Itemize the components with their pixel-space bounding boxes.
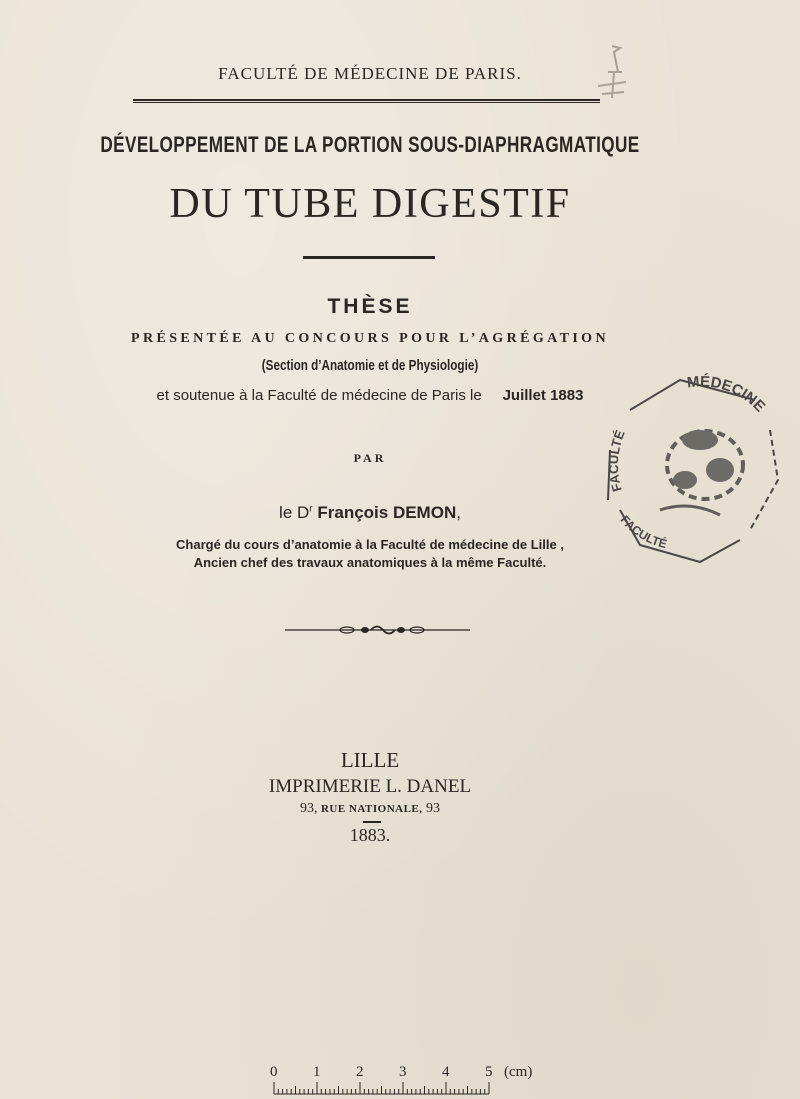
imprint-year: 1883. [349,825,391,845]
scale-label-5: 5 [485,1064,493,1080]
address-street: RUE NATIONALE, [320,803,423,815]
author-prefix: le D [279,503,310,522]
scale-label-4: 4 [442,1064,450,1080]
scale-label-2: 2 [356,1064,364,1080]
faculty-header: FACULTÉ DE MÉDECINE DE PARIS. [218,64,522,83]
author-role-2: Ancien chef des travaux anatomiques à la même Faculté. [193,555,547,570]
scale-label-0: 0 [270,1064,278,1080]
scale-label-3: 3 [399,1064,407,1080]
section-line: (Section d’Anatomie et de Physiologie) [261,357,479,374]
header-rule [133,99,600,103]
ornament-divider [285,622,470,638]
svg-text:FACULTÉ [606,428,628,494]
author-name: François DEMON [317,503,457,522]
title-line-1: DÉVELOPPEMENT DE LA PORTION SOUS-DIAPHRAGMATIQUE [100,132,640,157]
author-prefix-sup: r [309,503,313,515]
address-number-2: 93 [426,801,441,816]
imprint-city: LILLE [340,748,400,772]
imprint-dash [363,821,381,823]
scale-bar [266,1064,541,1096]
imprint-printer: IMPRIMERIE L. DANEL [268,776,472,797]
scale-label-1: 1 [313,1064,321,1080]
author-suffix: , [456,503,461,522]
stamp-text-top: MÉDECINE [686,373,769,416]
library-stamp [600,370,790,570]
svg-text:MÉDECINE [686,373,768,415]
author-role-1: Chargé du cours d’anatomie à la Faculté de médecine de Lille , [176,537,564,552]
title-line-2: DU TUBE DIGESTIF [169,181,571,227]
presented-line: PRÉSENTÉE AU CONCOURS POUR L’AGRÉGATION [131,331,609,346]
address-number-1: 93, [299,801,318,816]
defended-prefix: et soutenue à la Faculté de médecine de Paris le [156,387,482,404]
thesis-heading: THÈSE [327,295,413,318]
scale-ruler [266,1082,496,1096]
stamp-text-bottom: FACULTÉ [617,512,669,552]
scale-unit: (cm) [504,1064,533,1080]
imprint-address [0,801,740,817]
par-label: PAR [353,451,387,465]
stamp-text-left: FACULTÉ [605,427,628,494]
defended-date: Juillet 1883 [502,387,584,404]
title-rule [303,256,435,259]
